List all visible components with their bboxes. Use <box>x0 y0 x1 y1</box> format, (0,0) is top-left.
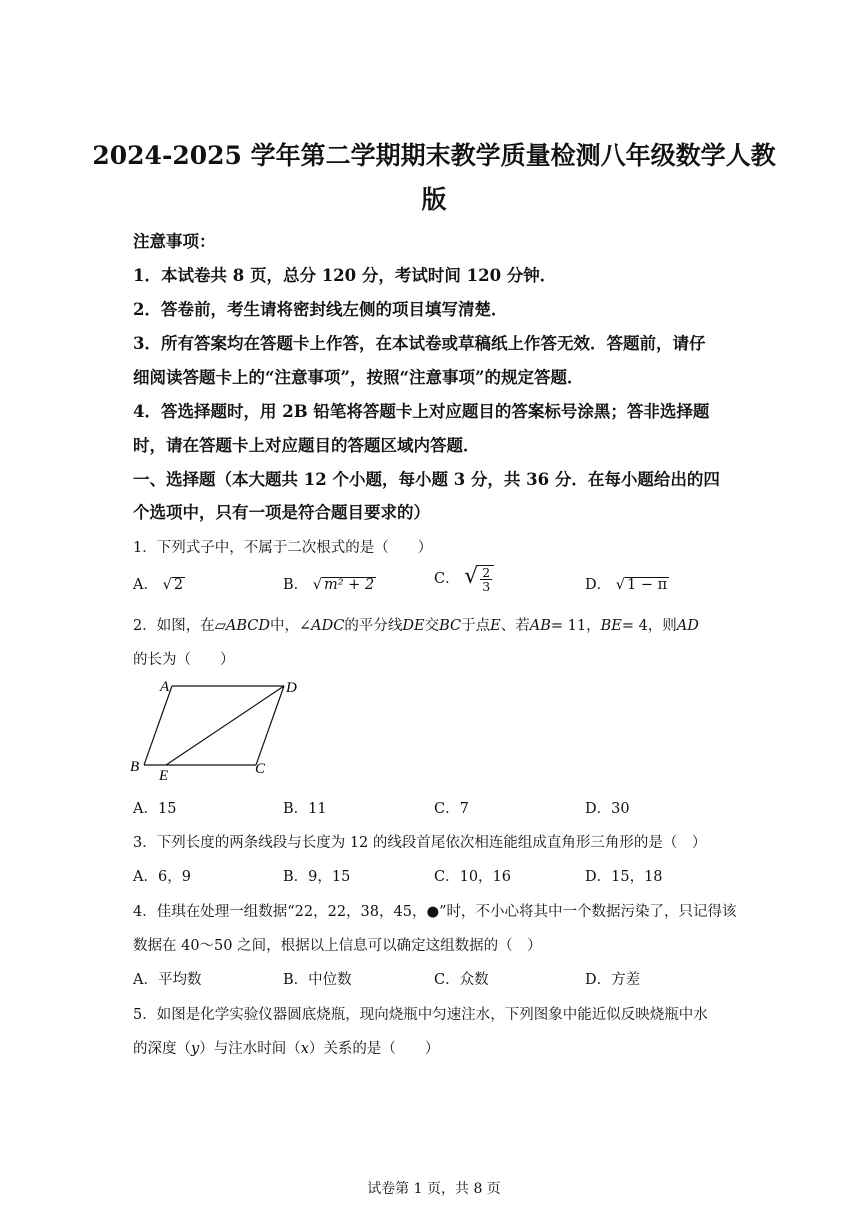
section1-line-2: 个选项中，只有一项是符合题目要求的） <box>133 503 430 522</box>
q3-option-d: D．15，18 <box>585 869 663 885</box>
notice-heading: 注意事项： <box>133 232 216 251</box>
q2-parallelogram-name: ABCD <box>225 618 271 634</box>
sqrt-icon: √ <box>312 577 323 593</box>
q2-option-c: C．7 <box>434 801 469 817</box>
q1-option-a-expr: 2 <box>173 577 184 593</box>
q1-option-c-numerator: 2 <box>482 564 491 580</box>
page-footer: 试卷第 1 页，共 8 页 <box>367 1181 501 1197</box>
q1-option-a <box>133 573 185 594</box>
q2-angle-name: ADC <box>311 618 345 634</box>
parallelogram-figure <box>128 674 308 784</box>
notice-item-3b: 细阅读答题卡上的“注意事项”，按照“注意事项”的规定答题． <box>133 368 584 387</box>
notice-item-4a: 4．答选择题时，用 2B 铅笔将答题卡上对应题目的答案标号涂黑；答非选择题 <box>133 402 710 421</box>
q5-variable-x: x <box>300 1041 309 1057</box>
q2-stem-text: 交 <box>424 618 440 634</box>
q5-stem-text: ）与注水时间（ <box>199 1041 301 1057</box>
notice-item-4b: 时，请在答题卡上对应题目的答题区域内答题． <box>133 436 480 455</box>
q4-option-a: A．平均数 <box>133 972 202 988</box>
notice-item-2: 2．答卷前，考生请将密封线左侧的项目填写清楚． <box>133 300 508 319</box>
q1-option-c-label: C． <box>434 571 460 587</box>
sqrt-icon: √ <box>615 577 625 593</box>
q1-option-a-label: A． <box>133 577 158 593</box>
notice-item-3a: 3．所有答案均在答题卡上作答，在本试卷或草稿纸上作答无效．答题前，请仔 <box>133 334 706 353</box>
label-point-b: B <box>130 759 140 775</box>
segment-de <box>166 686 284 765</box>
label-point-d: D <box>286 680 297 696</box>
q2-segment-ad: AD <box>676 618 699 634</box>
q2-stem-text: 2．如图，在▱ <box>133 618 226 634</box>
section1-line-1: 一、选择题（本大题共 12 个小题，每小题 3 分，共 36 分．在每小题给出的四 <box>133 470 720 489</box>
q1-option-d <box>585 573 669 594</box>
q2-stem-text: 的平分线 <box>344 618 403 634</box>
q3-stem: 3．下列长度的两条线段与长度为 12 的线段首尾依次相连能组成直角形三角形的是（ ） <box>133 835 707 851</box>
q4-option-c: C．众数 <box>434 972 489 988</box>
q1-option-c-fraction <box>480 566 492 593</box>
q2-stem-text: 中，∠ <box>270 618 312 634</box>
sqrt-icon: √ <box>162 577 172 593</box>
segment-ab <box>144 686 172 765</box>
q2-option-b: B．11 <box>283 801 327 817</box>
title-line-1: 2024-2025 学年第二学期期末教学质量检测八年级数学人教 <box>92 141 776 170</box>
q4-stem-line-1: 4．佳琪在处理一组数据“22，22，38，45，●”时，不小心将其中一个数据污染了，只记得该 <box>133 904 737 920</box>
label-point-e: E <box>159 768 169 784</box>
q1-option-b-label: B． <box>283 577 309 593</box>
q2-segment-be: BE <box>600 618 622 634</box>
q2-stem-line-2: 的长为（ ） <box>133 652 235 668</box>
sqrt-icon: √ <box>464 564 479 589</box>
q5-stem-text: ）关系的是（ ） <box>308 1041 440 1057</box>
q1-option-b-expr: m² + 2 <box>324 577 375 593</box>
title-line-2: 版 <box>421 185 447 214</box>
notice-item-1: 1．本试卷共 8 页，总分 120 分，考试时间 120 分钟． <box>133 266 557 285</box>
q2-point-e: E <box>490 618 501 634</box>
q2-stem-text: = 11， <box>550 618 601 634</box>
q3-option-c: C．10，16 <box>434 869 511 885</box>
q2-stem-text: 、若 <box>500 618 530 634</box>
q5-stem-line-1: 5．如图是化学实验仪器圆底烧瓶，现向烧瓶中匀速注水，下列图象中能近似反映烧瓶中水 <box>133 1007 708 1023</box>
label-point-c: C <box>255 761 266 777</box>
q3-option-b: B．9，15 <box>283 869 351 885</box>
q1-option-d-label: D． <box>585 577 612 593</box>
label-point-a: A <box>160 679 170 695</box>
q2-segment-ab: AB <box>529 618 551 634</box>
q2-option-d: D．30 <box>585 801 630 817</box>
q5-variable-y: y <box>191 1041 200 1057</box>
q1-option-c <box>434 564 494 593</box>
q3-option-a: A．6，9 <box>133 869 191 885</box>
q2-stem-text: 于点 <box>461 618 491 634</box>
q2-stem-text: = 4，则 <box>621 618 677 634</box>
q2-option-a: A．15 <box>133 801 177 817</box>
q5-stem-line-2 <box>133 1037 439 1058</box>
q1-option-d-expr: 1 − π <box>627 577 668 593</box>
q2-segment-bc: BC <box>439 618 462 634</box>
q2-segment-de: DE <box>402 618 425 634</box>
q4-stem-line-2: 数据在 40～50 之间，根据以上信息可以确定这组数据的（ ） <box>133 938 542 954</box>
q4-option-d: D．方差 <box>585 972 641 988</box>
q2-stem-line-1 <box>133 614 699 635</box>
q1-option-b <box>283 573 376 594</box>
q1-stem: 1．下列式子中，不属于二次根式的是（ ） <box>133 540 433 556</box>
segment-dc <box>256 686 284 765</box>
q4-option-b: B．中位数 <box>283 972 352 988</box>
q1-option-c-denominator: 3 <box>482 578 491 594</box>
q5-stem-text: 的深度（ <box>133 1041 191 1057</box>
